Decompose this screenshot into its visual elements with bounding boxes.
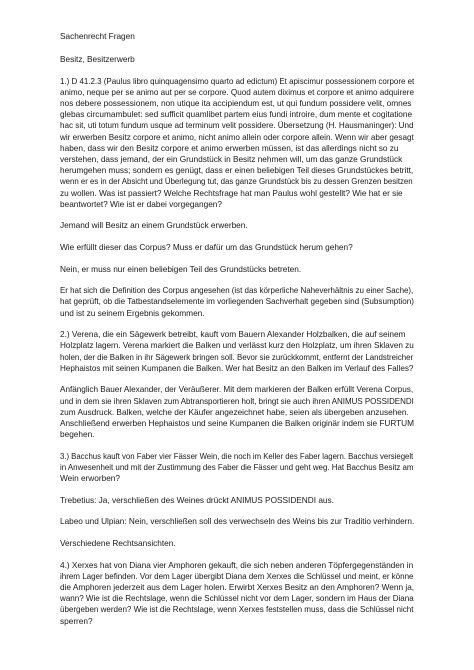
text-line: hac sit, uti totum fundum usque ad terminum velit possidere. Übersetzung (H. Hausmaninger): Und <box>60 121 414 131</box>
text-line: verstehen, dass jemand, der ein Grundstück in Besitz nehmen will, um das ganze Grundstück <box>60 154 403 165</box>
text-line: begehen. <box>60 429 95 440</box>
paragraph <box>60 242 414 253</box>
text-line: hat geprüft, ob die Tatbestandselemente im vorliegenden Sachverhalt gegeben sind (Subsumption) <box>60 297 414 307</box>
text-line: Labeo und Ulpian: Nein, verschließen soll des verwechseln des Weins bis zur Traditio verhindern. <box>60 517 415 527</box>
text-line: Anschließend erwerben Hephaistos und seine Kumpanen die Balken originär indem sie FURTUM <box>60 419 414 429</box>
paragraph <box>60 384 414 440</box>
text-line: nos debere possessionem, non utique ita accipiendum est, ut qui fundum possidere velit, omnes <box>60 98 412 108</box>
text-line: wann? Wie ist die Rechtslage, wenn die Schlüssel nicht vor dem Lager, sondern im Haus der Diana <box>60 594 414 604</box>
paragraph <box>60 516 414 527</box>
text-line: Hephaistos mit seinen Kumpanen die Balken. Wer hat Besitz an den Balken im Verlauf des Falles? <box>60 363 414 373</box>
text-line: die Amphoren jederzeit aus dem Lager holen. Erwirbt Xerxes Besitz an den Amphoren? Wenn ja, <box>60 582 415 592</box>
text-line: übergeben werden? Wie ist die Rechtslage, wenn Xerxes feststellen muss, dass die Schlüssel nicht <box>60 605 414 615</box>
text-line: Nein, er muss nur einen beliebigen Teil des Grundstücks betreten. <box>60 263 302 274</box>
paragraph <box>60 76 414 210</box>
text-line: 2.) Verena, die ein Sägewerk betreibt, kauft vom Bauern Alexander Holzbalken, die auf seinem <box>60 329 406 340</box>
text-line: haben, dass wir den Besitz corpore et animo erwerben müssen, ist das allerdings nicht so zu <box>60 142 399 153</box>
text-line: Wein erworben? <box>60 473 120 484</box>
text-line: ihrem Lager befinden. Vor dem Lager übergibt Diana dem Xerxes die Schlüssel und meint, er könne <box>60 571 414 581</box>
text-line: glebas circumambulet: sed sufficit quamlibet partem eius fundi introire, dum mente et cogitatione <box>60 109 413 120</box>
paragraph <box>60 220 414 231</box>
paragraph <box>60 560 414 627</box>
paragraph <box>60 285 414 319</box>
paragraph <box>60 495 414 506</box>
document-title: Sachenrecht Fragen <box>60 31 135 41</box>
document-subtitle: Besitz, Besitzerwerb <box>60 53 135 64</box>
text-line: Holzplatz lagern. Verena markiert die Balken und verlässt kurz den Holzplatz, um ihren Sklaven zu <box>60 341 414 351</box>
paragraph <box>60 451 414 485</box>
text-line: beantwortet? Wie ist er dabei vorgegangen? <box>60 198 222 209</box>
text-line: wenn er es in der Absicht und Überlegung tut, das ganze Grundstück bis zu dessen Grenzen besitzen <box>60 177 413 187</box>
paragraph <box>60 264 414 275</box>
text-line: 3.) Bacchus kauft von Faber vier Fässer Wein, die noch im Keller des Faber lagern. Bacchus versiegelt <box>60 451 414 461</box>
document-body <box>60 76 414 627</box>
text-line: holen, der die Balken in ihr Sägewerk bringen soll. Bevor sie zurückkommt, entfernt der Landstreicher <box>60 352 414 362</box>
text-line: in Anwesenheit und mit der Zustimmung des Faber die Fässer und geht weg. Hat Bacchus Besitz am <box>60 463 414 473</box>
text-line: Verschiedene Rechtsansichten. <box>60 538 176 548</box>
text-line: und ist zu seinem Ergebnis gekommen. <box>60 307 205 318</box>
text-line: 4.) Xerxes hat von Diana vier Amphoren gekauft, die sich neben anderen Töpfergegenständen in <box>60 559 414 570</box>
text-line: 1.) D 41.2.3 (Paulus libro quinquagensimo quarto ad edictum) Et apiscimur possessionem corpore et <box>60 76 415 86</box>
text-line: Trebetius: Ja, verschließen des Weines drückt ANIMUS POSSIDENDI aus. <box>60 494 334 505</box>
text-line: und in dem sie ihren Sklaven zum Abtransportieren holt, bringt sie auch ihren ANIMUS POSSIDENDI <box>60 396 414 406</box>
text-line: herumgehen muss; sondern es genügt, dass er einen beliebigen Teil dieses Grundstückes betritt, <box>60 166 414 176</box>
text-line: animo, neque per se animo aut per se corpore. Quod autem diximus et corpore et animo adquirere <box>60 87 415 97</box>
text-line: zum Ausdruck. Balken, welche der Käufer angezeichnet habe, seien als übergeben anzusehen. <box>60 406 409 417</box>
text-line: Wie erfüllt dieser das Corpus? Muss er dafür um das Grundstück herum gehen? <box>60 242 353 253</box>
paragraph <box>60 329 414 374</box>
text-line: zu wollen. Was ist passiert? Welche Rechtsfrage hat man Paulus wohl gestellt? Wie hat er sie <box>60 187 403 198</box>
paragraph <box>60 538 414 549</box>
text-line: wir erwerben Besitz corpore et animo, nicht animo allein oder corpore allein. Wenn wir aber gesagt <box>60 132 414 142</box>
text-line: Er hat sich die Definition des Corpus angesehen (ist das körperliche Naheverhältnis zu einer Sache), <box>60 286 414 296</box>
text-line: sperren? <box>60 615 93 626</box>
text-line: Jemand will Besitz an einem Grundstück erwerben. <box>60 220 248 231</box>
text-line: Anfänglich Bauer Alexander, der Veräußerer. Mit dem markieren der Balken erfüllt Verena Corpus, <box>60 385 414 395</box>
